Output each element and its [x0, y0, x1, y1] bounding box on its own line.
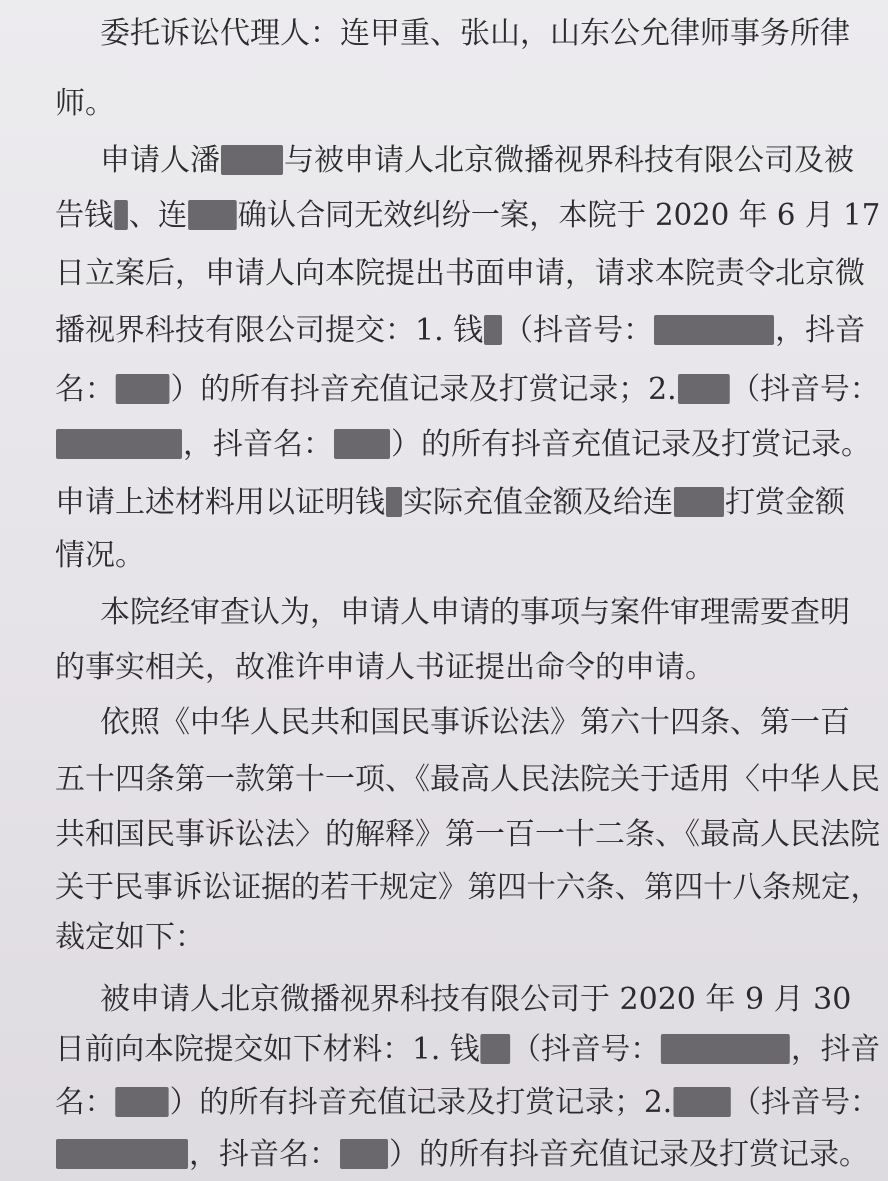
text-line	[55, 918, 205, 958]
redaction-block	[678, 374, 730, 404]
redaction-block	[115, 1087, 168, 1117]
text-line	[55, 1135, 869, 1175]
redaction-block	[661, 1034, 790, 1064]
text-line	[100, 14, 850, 54]
redaction-block	[56, 429, 182, 459]
text-line	[55, 1083, 880, 1123]
text-segment: ，抖音	[790, 1032, 881, 1067]
text-segment: ）的所有抖音充值记录及打赏记录；2.	[170, 372, 677, 407]
text-segment: 师。	[55, 86, 115, 121]
text-segment: 依照《中华人民共和国民事诉讼法》第六十四条、第一百	[100, 705, 850, 740]
text-line	[55, 1030, 880, 1070]
text-line	[55, 648, 715, 688]
text-line	[55, 483, 845, 523]
text-segment: （抖音号：	[511, 1032, 661, 1067]
redaction-block	[481, 1034, 511, 1064]
text-segment: 共和国民事诉讼法〉的解释》第一百一十二条、《最高人民法院	[55, 817, 880, 852]
redaction-block	[334, 429, 390, 459]
text-segment: 播视界科技有限公司提交：1. 钱	[55, 313, 484, 348]
text-segment: 告钱	[55, 198, 114, 233]
text-segment: 的事实相关，故准许申请人书证提出命令的申请。	[55, 650, 715, 685]
redaction-block	[56, 1139, 188, 1169]
text-segment: 申请人潘	[100, 143, 220, 178]
redaction-block	[114, 200, 128, 230]
text-segment: 情况。	[55, 538, 145, 573]
text-segment: （抖音号：	[730, 372, 880, 407]
text-segment: 被申请人北京微播视界科技有限公司于 2020 年 9 月 30	[100, 982, 852, 1017]
text-segment: 日立案后，申请人向本院提出书面申请，请求本院责令北京微	[55, 256, 865, 291]
redaction-block	[673, 1087, 730, 1117]
text-segment: （抖音号：	[731, 1085, 880, 1120]
text-segment: 关于民事诉讼证据的若干规定》第四十六条、第四十八条规定，	[55, 870, 880, 905]
text-segment: 五十四条第一款第十一项、《最高人民法院关于适用〈中华人民	[55, 762, 880, 797]
text-segment: 日前向本院提交如下材料：1. 钱	[55, 1032, 480, 1067]
text-line	[55, 84, 115, 124]
text-line	[55, 254, 865, 294]
text-segment: 委托诉讼代理人：连甲重、张山，山东公允律师事务所律	[100, 16, 850, 51]
text-segment: ）的所有抖音充值记录及打赏记录；2.	[169, 1085, 673, 1120]
text-segment: 与被申请人北京微播视界科技有限公司及被	[284, 143, 854, 178]
redaction-block	[654, 315, 774, 345]
redaction-block	[116, 374, 170, 404]
text-line	[55, 815, 880, 855]
text-segment: 名：	[55, 372, 115, 407]
redaction-block	[221, 145, 283, 175]
redaction-block	[484, 315, 502, 345]
text-segment: 申请上述材料用以证明钱	[55, 485, 385, 520]
text-line	[100, 703, 850, 743]
text-segment: 本院经审查认为，申请人申请的事项与案件审理需要查明	[100, 595, 850, 630]
text-line	[55, 196, 880, 236]
text-segment: 裁定如下：	[55, 920, 205, 955]
redaction-block	[674, 487, 724, 517]
text-line	[100, 980, 851, 1020]
redaction-block	[340, 1139, 388, 1169]
text-line	[55, 311, 865, 351]
text-line	[55, 425, 871, 465]
text-segment: 确认合同无效纠纷一案，本院于 2020 年 6 月 17	[237, 198, 881, 233]
text-segment: ）的所有抖音充值记录及打赏记录。	[391, 427, 871, 462]
text-segment: 打赏金额	[725, 485, 845, 520]
text-segment: （抖音号：	[503, 313, 654, 348]
redaction-block	[386, 487, 402, 517]
text-segment: ，抖音	[775, 313, 866, 348]
text-segment: ，抖音名：	[189, 1137, 339, 1172]
text-segment: 、连	[128, 198, 188, 233]
text-line	[100, 141, 854, 181]
text-line	[55, 370, 880, 410]
text-line	[55, 868, 880, 908]
text-segment: 实际充值金额及给连	[403, 485, 673, 520]
text-line	[55, 760, 880, 800]
redaction-block	[188, 200, 237, 230]
text-segment: 名：	[55, 1085, 115, 1120]
text-line	[100, 593, 850, 633]
text-line	[55, 536, 145, 576]
text-segment: ）的所有抖音充值记录及打赏记录。	[389, 1137, 869, 1172]
text-segment: ，抖音名：	[183, 427, 333, 462]
